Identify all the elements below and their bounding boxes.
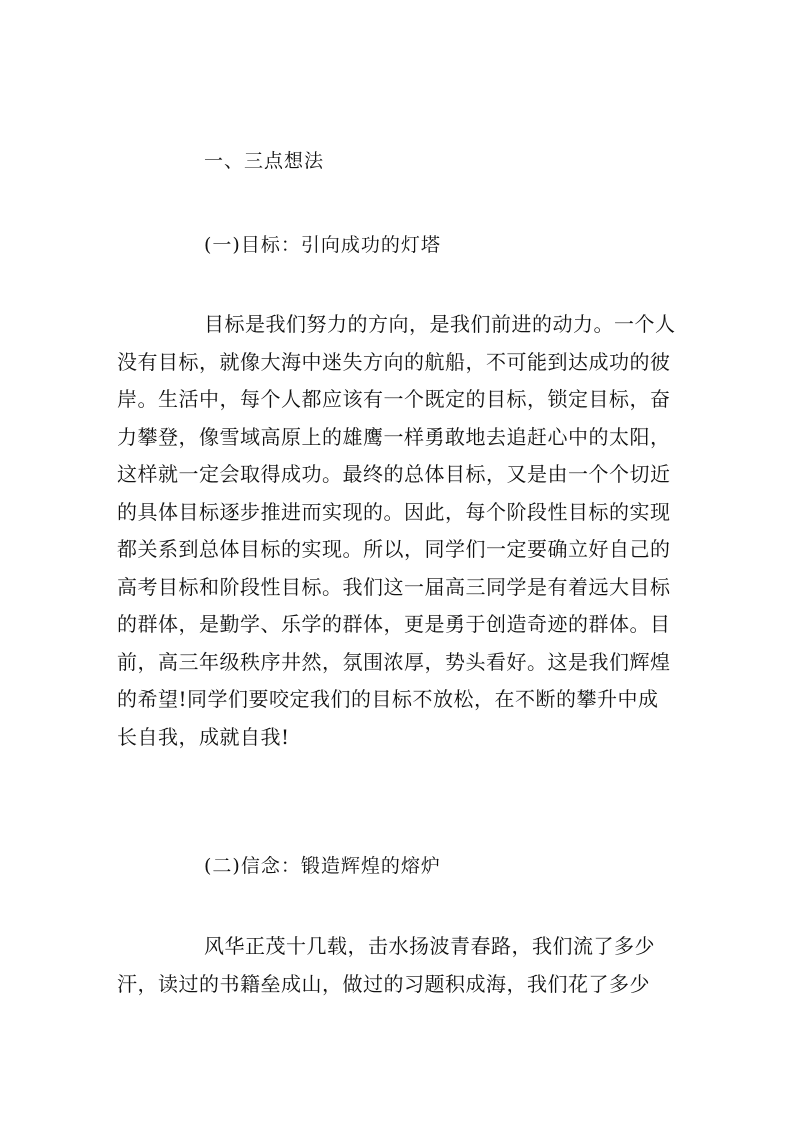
section-2-paragraph: 风华正茂十几载，击水扬波青春路，我们流了多少汗，读过的书籍垒成山，做过的习题积成海，我们花了多少 <box>117 934 655 996</box>
section-1-paragraph: 目标是我们努力的方向，是我们前进的动力。一个人没有目标，就像大海中迷失方向的航船，不可能到达成功的彼岸。生活中，每个人都应该有一个既定的目标，锁定目标，奋力攀登，像雪域高原上的雄鹰一样勇敢地去追赶心中的太阳，这样就一定会取得成功。最终的总体目标，又是由一个个切近的具体目标逐步推进而实现的。因此，每个阶段性目标的实现都关系到总体目标的实现。所以，同学们一定要确立好自己的高考目标和阶段性目标。我们这一届高三同学是有着远大目标的群体，是勤学、乐学的群体，更是勇于创造奇迹的群体。目前，高三年级秩序井然，氛围浓厚，势头看好。这是我们辉煌的希望!同学们要咬定我们的目标不放松，在不断的攀升中成长自我，成就自我! <box>117 312 676 749</box>
section-2-title: (二)信念：锻造辉煌的熔炉 <box>204 855 441 877</box>
heading-three-thoughts: 一、三点想法 <box>204 150 325 172</box>
section-1-body <box>117 306 677 756</box>
section-2-body <box>117 928 677 1003</box>
section-1-title: (一)目标：引向成功的灯塔 <box>204 234 441 256</box>
